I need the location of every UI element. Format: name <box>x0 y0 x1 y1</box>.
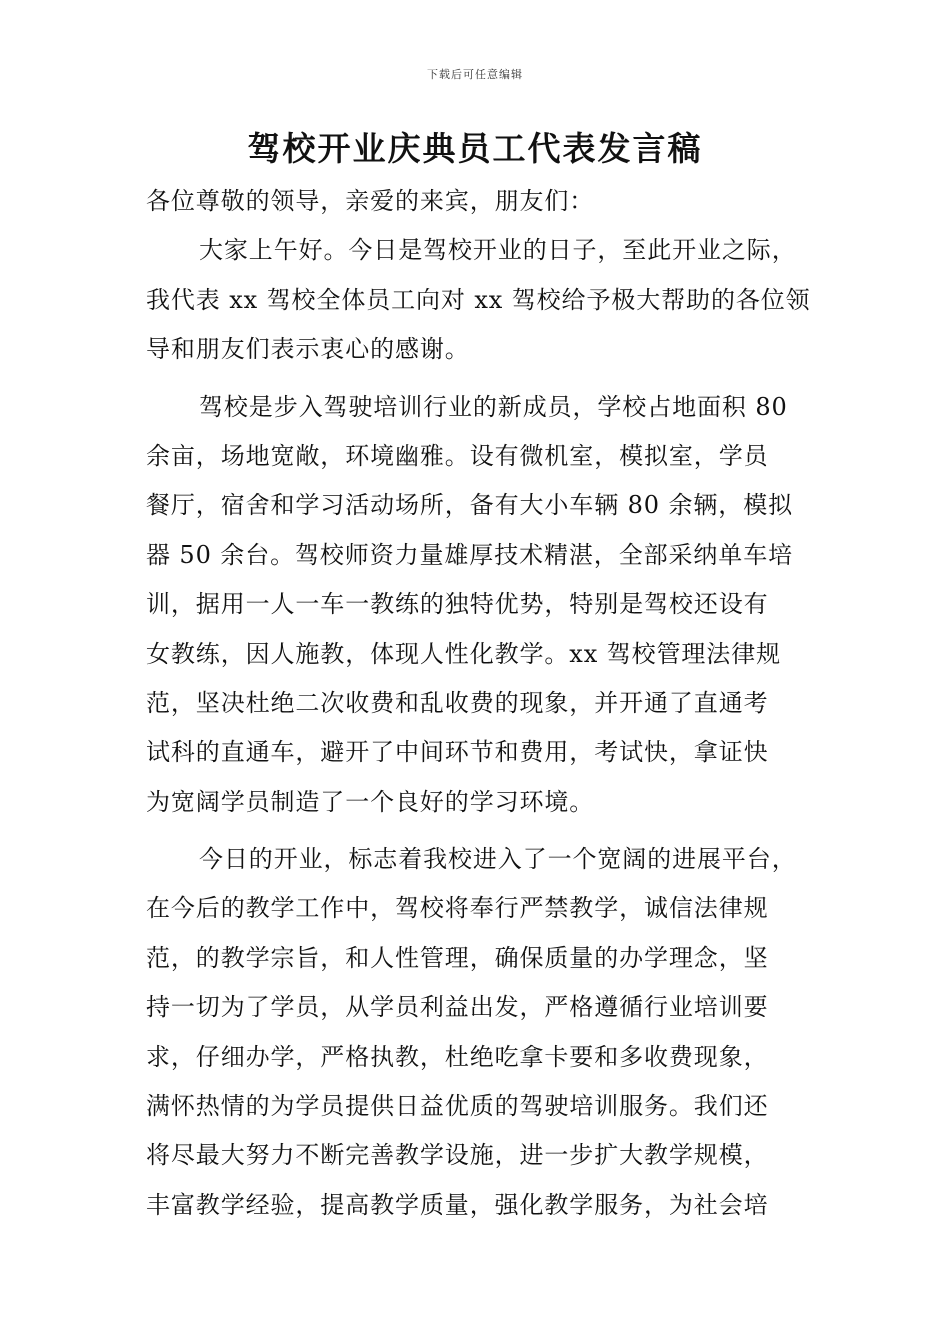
paragraph-line: 范，坚决杜绝二次收费和乱收费的现象，并开通了直通考 <box>146 688 769 717</box>
header-note: 下载后可任意编辑 <box>427 68 523 81</box>
paragraph-line: 大家上午好。今日是驾校开业的日子，至此开业之际， <box>199 236 797 265</box>
paragraph-line: 丰富教学经验，提高教学质量，强化教学服务，为社会培 <box>146 1190 769 1219</box>
paragraph-line: 导和朋友们表示衷心的感谢。 <box>146 335 470 364</box>
paragraph-line: 餐厅，宿舍和学习活动场所，备有大小车辆 80 余辆，模拟 <box>146 491 793 520</box>
paragraph-line: 余亩，场地宽敞，环境幽雅。设有微机室，模拟室，学员 <box>146 441 769 470</box>
paragraph-line: 为宽阔学员制造了一个良好的学习环境。 <box>146 787 595 816</box>
paragraph-line: 持一切为了学员，从学员利益出发，严格遵循行业培训要 <box>146 993 769 1022</box>
paragraph-line: 我代表 xx 驾校全体员工向对 xx 驾校给予极大帮助的各位领 <box>146 285 811 314</box>
paragraph-line: 驾校是步入驾驶培训行业的新成员，学校占地面积 80 <box>199 392 788 421</box>
paragraph-line: 将尽最大努力不断完善教学设施，进一步扩大教学规模， <box>146 1141 769 1170</box>
paragraph-gap <box>146 827 836 835</box>
paragraph-line: 满怀热情的为学员提供日益优质的驾驶培训服务。我们还 <box>146 1092 769 1121</box>
paragraph-line: 试科的直通车，避开了中间环节和费用，考试快，拿证快 <box>146 738 769 767</box>
paragraph-line: 女教练，因人施教，体现人性化教学。xx 驾校管理法律规 <box>146 639 781 668</box>
document-title: 驾校开业庆典员工代表发言稿 <box>247 129 703 168</box>
paragraph-gap <box>146 375 836 383</box>
paragraph-line: 在今后的教学工作中，驾校将奉行严禁教学，诚信法律规 <box>146 894 769 923</box>
paragraph-line: 求，仔细办学，严格执教，杜绝吃拿卡要和多收费现象， <box>146 1042 769 1071</box>
paragraph-2 <box>146 383 836 828</box>
salutation: 各位尊敬的领导，亲爱的来宾，朋友们： <box>146 187 595 215</box>
paragraph-line: 今日的开业，标志着我校进入了一个宽阔的进展平台， <box>199 845 797 874</box>
paragraph-line: 范，的教学宗旨，和人性管理，确保质量的办学理念，坚 <box>146 943 769 972</box>
paragraph-line: 器 50 余台。驾校师资力量雄厚技术精湛，全部采纳单车培 <box>146 540 793 569</box>
paragraph-line: 训，据用一人一车一教练的独特优势，特别是驾校还设有 <box>146 590 769 619</box>
paragraph-1 <box>146 226 836 374</box>
document-body <box>146 177 836 1230</box>
paragraph-3 <box>146 835 836 1230</box>
